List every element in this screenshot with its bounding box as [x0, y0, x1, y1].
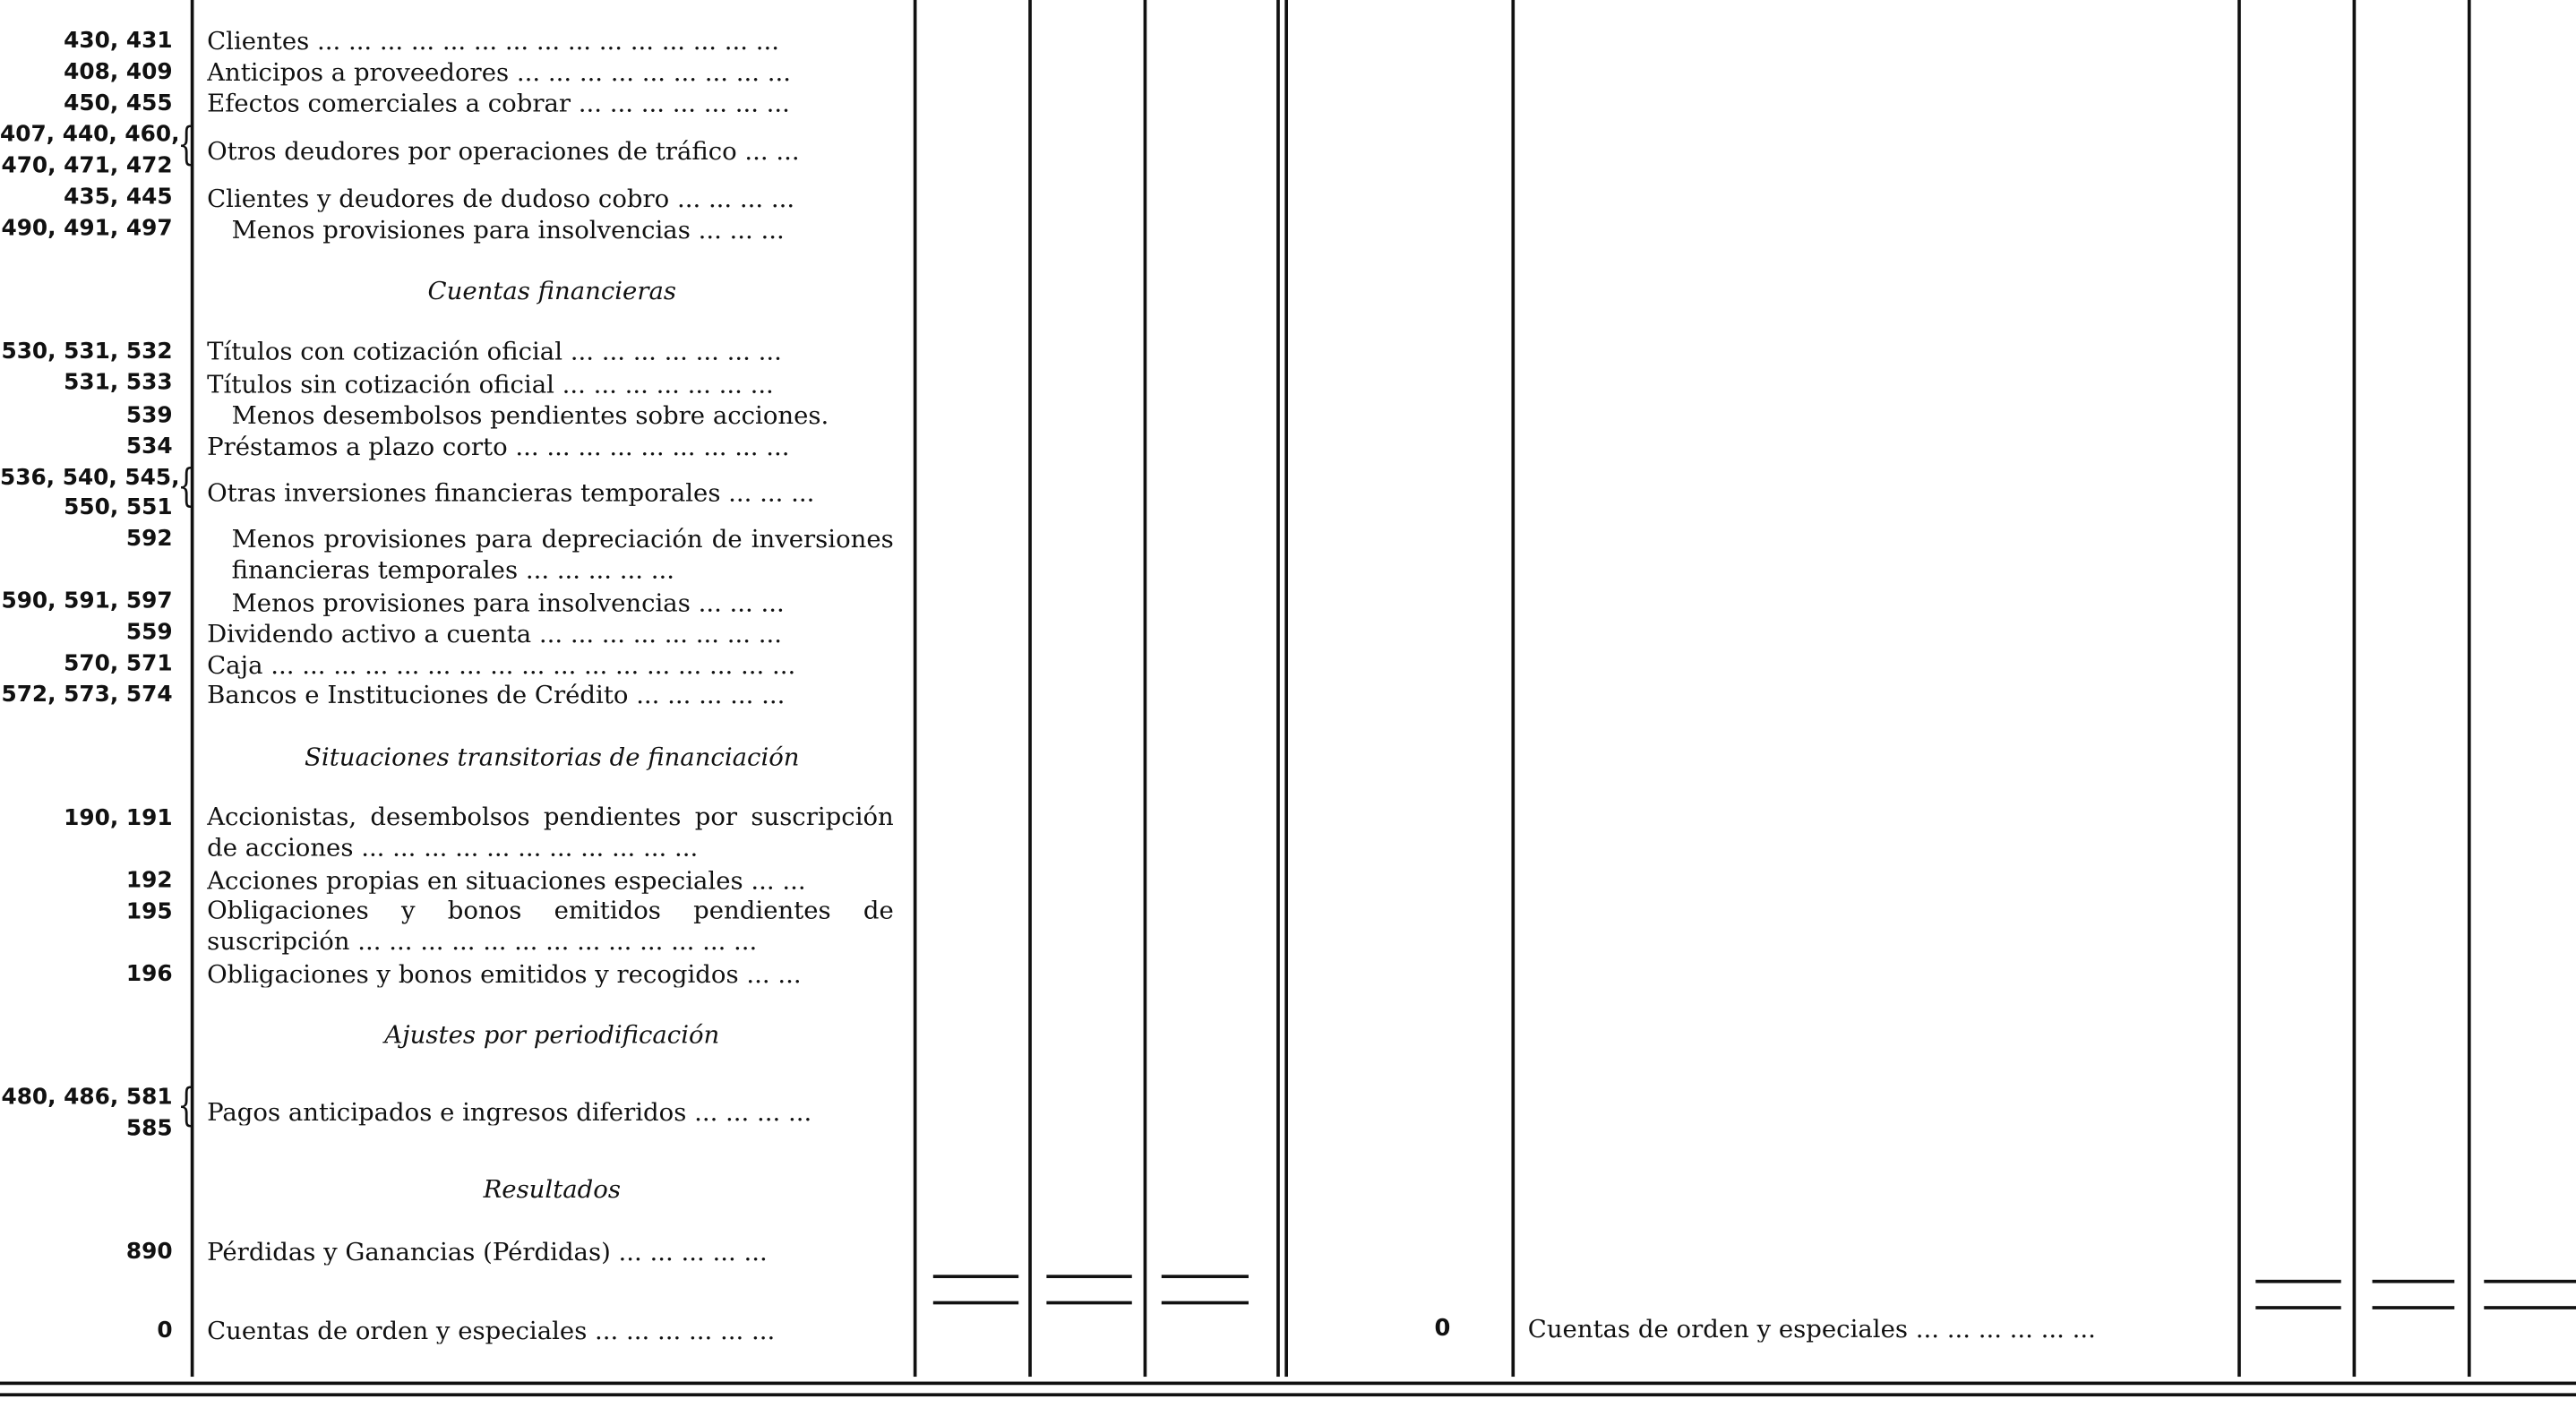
account-description: Pagos anticipados e ingresos diferidos ... ... ... ...	[207, 1100, 812, 1126]
bottom-rule	[0, 1382, 2576, 1386]
section-heading: Ajustes por periodificación	[384, 1020, 720, 1051]
brace-mark: {	[177, 119, 195, 173]
total-rule	[933, 1275, 1018, 1278]
account-code: 572, 573, 574	[1, 682, 173, 708]
account-description: Acciones propias en situaciones especiales ... ...	[207, 869, 806, 894]
bottom-rule	[0, 1393, 2576, 1396]
total-rule	[2373, 1306, 2455, 1309]
column-rule-right-2	[2468, 0, 2471, 1377]
account-description: Pérdidas y Ganancias (Pérdidas) ... ... ... ... ...	[207, 1240, 768, 1266]
section-heading: Resultados	[483, 1174, 621, 1205]
total-rule	[1162, 1275, 1249, 1278]
account-code: 570, 571	[64, 650, 173, 677]
account-code: 430, 431	[64, 28, 173, 55]
account-description: Bancos e Instituciones de Crédito ... ... ... ... ...	[207, 683, 786, 708]
column-rule-right-1	[2353, 0, 2357, 1377]
section-heading: Situaciones transitorias de financiación	[305, 743, 800, 773]
account-code: 539	[125, 402, 173, 429]
column-rule-3a	[1276, 0, 1280, 1377]
column-rule-3b	[1284, 0, 1288, 1377]
account-description: Dividendo activo a cuenta ... ... ... ... ... ... ... ...	[207, 622, 782, 648]
column-rule-2	[1144, 0, 1147, 1377]
total-rule	[933, 1301, 1018, 1305]
account-description: Caja ... ... ... ... ... ... ... ... ... ... ... ... ... ... ... ... ...	[207, 654, 796, 679]
account-code: 592	[125, 525, 173, 553]
account-code: 408, 409	[64, 59, 173, 86]
account-code: 534	[125, 434, 173, 460]
column-rule-1	[1028, 0, 1032, 1377]
account-code: 195	[125, 898, 173, 925]
account-code: 536, 540, 545,	[0, 465, 180, 492]
total-rule	[2373, 1280, 2455, 1284]
account-code: 196	[125, 960, 173, 988]
account-description: Efectos comerciales a cobrar ... ... ... ... ... ... ...	[207, 91, 790, 117]
account-description: Menos provisiones para depreciación de inversiones financieras temporales ... ... ... ... ...	[231, 524, 894, 585]
account-code: 190, 191	[64, 804, 173, 832]
total-rule	[1046, 1301, 1131, 1305]
account-code: 531, 533	[64, 369, 173, 397]
account-code: 192	[125, 867, 173, 894]
brace-mark: {	[177, 461, 195, 514]
right-account-description: Cuentas de orden y especiales ... ... ... ... ... ...	[1527, 1318, 2096, 1343]
account-code: 559	[125, 619, 173, 646]
column-rule-desc	[914, 0, 917, 1377]
account-description: Menos desembolsos pendientes sobre acciones.	[231, 404, 829, 429]
total-rule	[2484, 1280, 2576, 1284]
account-code: 470, 471, 472	[1, 152, 173, 179]
account-code: 890	[125, 1238, 173, 1266]
account-description: Títulos con cotización oficial ... ... ... ... ... ... ...	[207, 339, 782, 365]
total-rule	[2255, 1280, 2340, 1284]
account-code: 450, 455	[64, 90, 173, 117]
account-description: Otros deudores por operaciones de tráfico ... ...	[207, 139, 800, 165]
total-rule	[2484, 1306, 2576, 1309]
total-rule	[1162, 1301, 1249, 1305]
account-description: Accionistas, desembolsos pendientes por suscripción de acciones ... ... ... ... ... ... ... ... ... ... ...	[207, 802, 894, 863]
account-description: Obligaciones y bonos emitidos y recogidos ... ...	[207, 962, 802, 988]
account-code: 490, 491, 497	[1, 215, 173, 242]
account-code: 0	[157, 1318, 173, 1344]
account-description: Anticipos a proveedores ... ... ... ... ... ... ... ... ...	[207, 60, 791, 86]
column-rule-right-codes	[1511, 0, 1515, 1377]
account-description: Obligaciones y bonos emitidos pendientes de suscripción ... ... ... ... ... ... ... ... ... ... ... ... ...	[207, 895, 894, 957]
account-code: 585	[125, 1115, 173, 1142]
account-description: Clientes ... ... ... ... ... ... ... ... ... ... ... ... ... ... ...	[207, 30, 779, 55]
account-description: Clientes y deudores de dudoso cobro ... ... ... ...	[207, 187, 795, 212]
account-description: Otras inversiones financieras temporales ... ... ...	[207, 481, 815, 506]
account-description: Préstamos a plazo corto ... ... ... ... ... ... ... ... ...	[207, 435, 790, 460]
brace-mark: {	[177, 1080, 195, 1134]
account-code: 550, 551	[64, 494, 173, 521]
total-rule	[1046, 1275, 1131, 1278]
total-rule	[2255, 1306, 2340, 1309]
account-description: Menos provisiones para insolvencias ... ... ...	[231, 591, 785, 616]
account-description: Títulos sin cotización oficial ... ... ... ... ... ... ...	[207, 373, 774, 398]
account-description: Menos provisiones para insolvencias ... ... ...	[231, 218, 785, 244]
column-rule-codes	[191, 0, 194, 1377]
account-code: 530, 531, 532	[1, 338, 173, 365]
account-description: Cuentas de orden y especiales ... ... ... ... ... ...	[207, 1318, 776, 1344]
account-code: 435, 445	[64, 184, 173, 210]
right-account-code: 0	[1434, 1316, 1451, 1343]
section-heading: Cuentas financieras	[427, 276, 677, 306]
account-code: 407, 440, 460,	[0, 121, 180, 149]
account-code: 480, 486, 581	[1, 1084, 173, 1111]
account-code: 590, 591, 597	[1, 588, 173, 614]
column-rule-right-desc	[2237, 0, 2241, 1377]
